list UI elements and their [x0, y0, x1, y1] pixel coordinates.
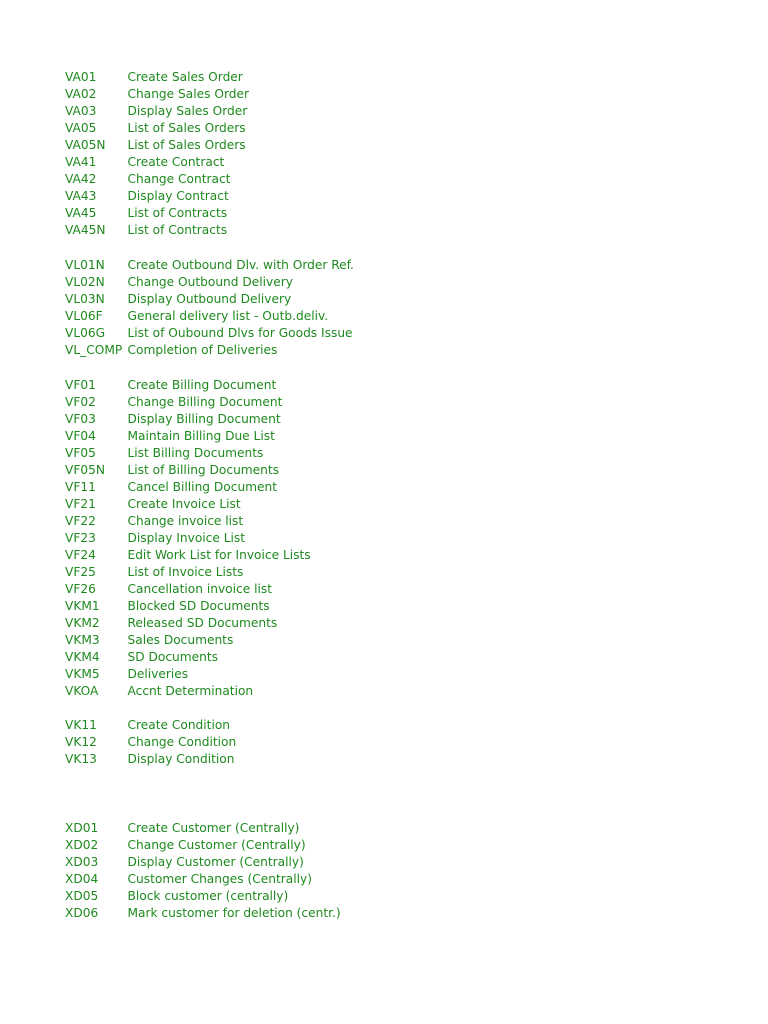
transaction-row: [65, 513, 311, 530]
transaction-code: VL03N: [65, 292, 105, 306]
transaction-description: Change Contract: [127, 172, 231, 186]
transaction-code: VA02: [65, 87, 97, 101]
transaction-row: [65, 257, 354, 274]
transaction-code: XD01: [65, 821, 99, 835]
transaction-description: Completion of Deliveries: [127, 343, 278, 357]
transaction-code: VF11: [65, 480, 96, 494]
transaction-description: Mark customer for deletion (centr.): [127, 906, 341, 920]
transaction-code: VA43: [65, 189, 97, 203]
transaction-code: VKM5: [65, 667, 100, 681]
transaction-code: XD02: [65, 838, 99, 852]
transaction-row: [65, 120, 249, 137]
transaction-code: VL06G: [65, 326, 106, 340]
transaction-code: VKM2: [65, 616, 100, 630]
transaction-row: [65, 342, 354, 359]
transaction-description: Display Condition: [127, 752, 235, 766]
transaction-description: Cancel Billing Document: [127, 480, 278, 494]
transaction-description: List of Oubound Dlvs for Goods Issue: [127, 326, 353, 340]
transaction-row: [65, 717, 236, 734]
transaction-description: Display Customer (Centrally): [127, 855, 304, 869]
transaction-row: [65, 530, 311, 547]
transaction-row: [65, 854, 341, 871]
transaction-code: VA45N: [65, 223, 106, 237]
transaction-code: VF23: [65, 531, 96, 545]
transaction-row: [65, 462, 311, 479]
transaction-description: Display Sales Order: [127, 104, 248, 118]
transaction-code: XD05: [65, 889, 99, 903]
transaction-row: [65, 394, 311, 411]
transaction-code: VA05N: [65, 138, 106, 152]
customer-transactions-group: [65, 820, 341, 922]
transaction-row: [65, 69, 249, 86]
transaction-row: [65, 820, 341, 837]
transaction-code: VF02: [65, 395, 96, 409]
transaction-row: [65, 308, 354, 325]
transaction-row: [65, 171, 249, 188]
transaction-row: [65, 734, 236, 751]
transaction-description: List of Invoice Lists: [127, 565, 244, 579]
transaction-row: [65, 888, 341, 905]
transaction-code: VKM3: [65, 633, 100, 647]
transaction-description: List of Sales Orders: [127, 138, 246, 152]
transaction-row: [65, 428, 311, 445]
transaction-code: VF04: [65, 429, 96, 443]
transaction-description: Create Condition: [127, 718, 231, 732]
transaction-description: Create Outbound Dlv. with Order Ref.: [127, 258, 354, 272]
transaction-description: Create Sales Order: [127, 70, 243, 84]
transaction-code: VL02N: [65, 275, 105, 289]
transaction-description: Display Billing Document: [127, 412, 281, 426]
transaction-code: VK12: [65, 735, 97, 749]
transaction-row: [65, 479, 311, 496]
transaction-row: [65, 649, 311, 666]
transaction-code: XD03: [65, 855, 99, 869]
transaction-code: VL_COMP: [65, 343, 123, 357]
transaction-description: Create Customer (Centrally): [127, 821, 300, 835]
transaction-row: [65, 496, 311, 513]
transaction-code: VF22: [65, 514, 96, 528]
delivery-transactions-group: [65, 257, 354, 359]
transaction-row: [65, 615, 311, 632]
transaction-code: VF26: [65, 582, 96, 596]
transaction-code: XD04: [65, 872, 99, 886]
transaction-code: VA45: [65, 206, 97, 220]
transaction-code: VL01N: [65, 258, 105, 272]
transaction-description: Maintain Billing Due List: [127, 429, 275, 443]
transaction-code: XD06: [65, 906, 99, 920]
transaction-description: Display Outbound Delivery: [127, 292, 292, 306]
transaction-row: [65, 222, 249, 239]
transaction-description: Sales Documents: [127, 633, 234, 647]
transaction-code: VF21: [65, 497, 96, 511]
transaction-row: [65, 137, 249, 154]
sales-order-transactions-group: [65, 69, 249, 239]
transaction-row: [65, 683, 311, 700]
transaction-code: VA03: [65, 104, 97, 118]
transaction-row: [65, 274, 354, 291]
transaction-row: [65, 581, 311, 598]
transaction-description: General delivery list - Outb.deliv.: [127, 309, 329, 323]
transaction-code: VA01: [65, 70, 97, 84]
transaction-row: [65, 564, 311, 581]
transaction-row: [65, 751, 236, 768]
transaction-code: VL06F: [65, 309, 103, 323]
transaction-description: List of Sales Orders: [127, 121, 246, 135]
transaction-row: [65, 666, 311, 683]
transaction-description: Change Condition: [127, 735, 237, 749]
transaction-code: VF05: [65, 446, 96, 460]
transaction-code: VA05: [65, 121, 97, 135]
transaction-description: List of Contracts: [127, 223, 228, 237]
transaction-row: [65, 632, 311, 649]
transaction-row: [65, 154, 249, 171]
transaction-code: VF25: [65, 565, 96, 579]
transaction-description: Display Contract: [127, 189, 229, 203]
transaction-description: Change Customer (Centrally): [127, 838, 306, 852]
transaction-description: Create Billing Document: [127, 378, 277, 392]
transaction-row: [65, 445, 311, 462]
transaction-row: [65, 205, 249, 222]
transaction-description: Accnt Determination: [127, 684, 254, 698]
transaction-code: VF03: [65, 412, 96, 426]
transaction-description: Customer Changes (Centrally): [127, 872, 312, 886]
transaction-description: Display Invoice List: [127, 531, 246, 545]
transaction-code: VKM4: [65, 650, 100, 664]
transaction-code: VF05N: [65, 463, 105, 477]
transaction-row: [65, 547, 311, 564]
transaction-description: SD Documents: [127, 650, 218, 664]
transaction-description: Block customer (centrally): [127, 889, 289, 903]
transaction-description: Edit Work List for Invoice Lists: [127, 548, 311, 562]
transaction-code: VA42: [65, 172, 97, 186]
transaction-row: [65, 377, 311, 394]
transaction-description: Change Sales Order: [127, 87, 249, 101]
transaction-row: [65, 871, 341, 888]
transaction-description: Blocked SD Documents: [127, 599, 270, 613]
transaction-code: VF01: [65, 378, 96, 392]
billing-transactions-group: [65, 377, 311, 700]
transaction-row: [65, 598, 311, 615]
transaction-code: VK11: [65, 718, 97, 732]
transaction-code: VF24: [65, 548, 96, 562]
transaction-description: Deliveries: [127, 667, 189, 681]
transaction-row: [65, 103, 249, 120]
transaction-code: VKM1: [65, 599, 100, 613]
transaction-description: Change Billing Document: [127, 395, 283, 409]
transaction-row: [65, 325, 354, 342]
transaction-description: List of Contracts: [127, 206, 228, 220]
condition-transactions-group: [65, 717, 236, 768]
transaction-description: Change Outbound Delivery: [127, 275, 293, 289]
transaction-description: Create Invoice List: [127, 497, 241, 511]
transaction-description: List of Billing Documents: [127, 463, 280, 477]
transaction-code: VK13: [65, 752, 97, 766]
transaction-description: List Billing Documents: [127, 446, 264, 460]
transaction-row: [65, 837, 341, 854]
transaction-description: Cancellation invoice list: [127, 582, 273, 596]
transaction-row: [65, 291, 354, 308]
transaction-row: [65, 411, 311, 428]
transaction-description: Released SD Documents: [127, 616, 278, 630]
transaction-description: Change invoice list: [127, 514, 244, 528]
transaction-row: [65, 188, 249, 205]
transaction-row: [65, 905, 341, 922]
transaction-row: [65, 86, 249, 103]
transaction-code: VA41: [65, 155, 97, 169]
transaction-description: Create Contract: [127, 155, 225, 169]
transaction-code: VKOA: [65, 684, 99, 698]
